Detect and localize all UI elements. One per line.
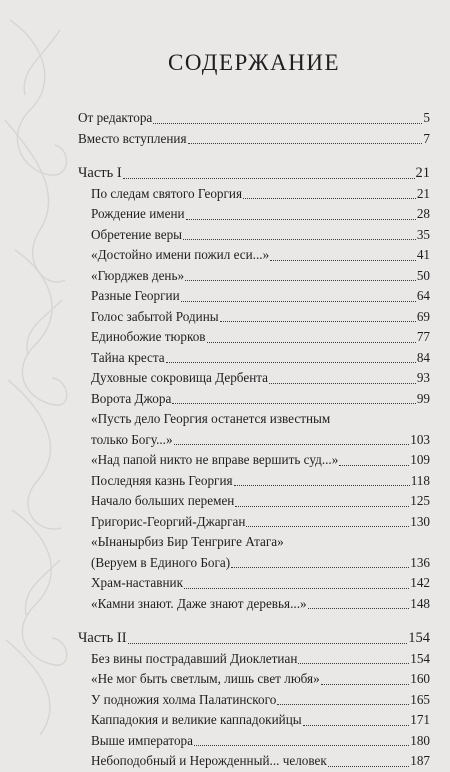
toc-entry-first-line: «Пусть дело Георгия останется известным xyxy=(91,411,331,426)
dot-leader xyxy=(328,766,409,767)
dot-leader xyxy=(231,567,409,568)
toc-page-number: 84 xyxy=(416,349,430,365)
toc-page-number: 171 xyxy=(410,712,430,727)
toc-page-number: 118 xyxy=(410,472,430,488)
dot-leader xyxy=(184,588,409,589)
dot-leader xyxy=(243,198,416,199)
dot-leader xyxy=(172,403,416,404)
toc-entry-label: Единобожие тюрков xyxy=(91,329,206,344)
dot-leader xyxy=(188,143,423,144)
toc-entry xyxy=(78,573,430,594)
part-label: Часть I xyxy=(78,165,122,181)
dot-leader xyxy=(308,608,410,609)
toc-entry xyxy=(78,327,430,348)
toc-entry-label: Тайна креста xyxy=(91,349,165,365)
toc-entry xyxy=(78,225,430,246)
toc-entry xyxy=(78,471,430,492)
dot-leader xyxy=(207,342,416,343)
toc-entry xyxy=(78,553,430,574)
part1-entries xyxy=(78,184,430,615)
toc-entry-label: Ворота Джора xyxy=(91,390,172,406)
toc-page-number: 7 xyxy=(423,130,430,146)
toc-entry xyxy=(78,184,430,205)
toc-page-number: 187 xyxy=(410,753,430,768)
toc-entry-label: От редактора xyxy=(78,110,153,125)
toc-page-number: 148 xyxy=(410,595,430,611)
toc-page-number: 99 xyxy=(416,390,430,406)
dot-leader xyxy=(298,663,409,664)
toc-entry-label: «Камни знают. Даже знают деревья...» xyxy=(91,595,307,611)
toc-page-number: 154 xyxy=(408,630,430,646)
dot-leader xyxy=(153,123,422,124)
dot-leader xyxy=(235,506,409,507)
toc-page-number: 160 xyxy=(410,671,430,686)
toc-page xyxy=(78,0,430,768)
decorative-border-ornament xyxy=(0,0,78,742)
toc-page-number: 103 xyxy=(410,431,430,447)
toc-entry-label: «Достойно имени пожил еси...» xyxy=(91,247,270,262)
toc-part-heading-2 xyxy=(78,628,430,649)
toc-entry-front-0 xyxy=(78,108,430,129)
dot-leader xyxy=(128,643,408,644)
toc-page-number: 93 xyxy=(416,370,430,385)
toc-page-number: 130 xyxy=(410,513,430,529)
toc-page-number: 21 xyxy=(416,185,430,201)
toc-entry xyxy=(78,594,430,615)
toc-entry-label: Выше императора xyxy=(91,732,194,748)
toc-entry xyxy=(78,307,430,328)
toc-part-heading-1 xyxy=(78,163,430,184)
toc-entry-label: «Гюрджев день» xyxy=(91,267,185,283)
dot-leader xyxy=(220,321,416,322)
dot-leader xyxy=(277,704,409,705)
toc-entry-label: Каппадокия и великие каппадокийцы xyxy=(91,712,302,727)
toc-entry xyxy=(78,204,430,225)
dot-leader xyxy=(234,485,410,486)
toc-entry xyxy=(78,649,430,670)
toc-entry-label: «Над папой никто не вправе вершить суд...» xyxy=(91,452,339,467)
part2-entries xyxy=(78,649,430,772)
dot-leader xyxy=(185,280,416,281)
toc-entry xyxy=(78,669,430,690)
toc-entry-label: Начало больших перемен xyxy=(91,493,235,508)
toc-entry-label: Храм-наставник xyxy=(91,575,183,590)
toc-entry-label: Разные Георгии xyxy=(91,288,180,303)
toc-entry xyxy=(78,731,430,752)
toc-page-number: 50 xyxy=(416,267,430,283)
page-title: СОДЕРЖАНИЕ xyxy=(167,50,340,75)
toc-page-number: 64 xyxy=(416,288,430,303)
toc-entry-label: «Не мог быть светлым, лишь свет любя» xyxy=(91,671,320,686)
toc-entry-label: Без вины пострадавший Диоклетиан xyxy=(91,650,298,666)
toc-page-number: 154 xyxy=(410,650,430,666)
dot-leader xyxy=(194,745,409,746)
part-label: Часть II xyxy=(78,630,127,646)
toc-entry xyxy=(78,286,430,307)
dot-leader xyxy=(186,219,416,220)
toc-page-number: 69 xyxy=(416,308,430,324)
table-of-contents xyxy=(78,108,430,772)
toc-page-number: 109 xyxy=(410,452,430,467)
toc-entry xyxy=(78,690,430,711)
dot-leader xyxy=(123,178,415,179)
toc-page-number: 125 xyxy=(410,493,430,508)
dot-leader xyxy=(303,725,410,726)
toc-entry xyxy=(78,491,430,512)
dot-leader xyxy=(270,260,416,261)
toc-page-number: 165 xyxy=(410,691,430,707)
toc-entry xyxy=(78,348,430,369)
dot-leader xyxy=(181,301,416,302)
dot-leader xyxy=(166,362,416,363)
toc-entry-label: Григорис-Георгий-Джарган xyxy=(91,513,246,529)
toc-page-number: 35 xyxy=(416,226,430,242)
toc-entry-first-line: «Ынанырбиз Бир Тенгриге Атага» xyxy=(91,534,284,549)
toc-entry xyxy=(78,266,430,287)
toc-entry xyxy=(78,450,430,471)
toc-entry xyxy=(78,430,430,451)
toc-page-number: 180 xyxy=(410,732,430,748)
toc-entry xyxy=(78,751,430,772)
toc-page-number: 41 xyxy=(416,247,430,262)
toc-entry xyxy=(78,245,430,266)
toc-entry xyxy=(78,710,430,731)
toc-entry-label: Небоподобный и Нерожденный... человек xyxy=(91,753,327,768)
toc-page-number: 136 xyxy=(410,554,430,570)
toc-entry-label: Вместо вступления xyxy=(78,130,187,146)
toc-page-number: 142 xyxy=(410,575,430,590)
toc-page-number: 28 xyxy=(416,206,430,221)
dot-leader xyxy=(339,465,409,466)
toc-entry-label: Рождение имени xyxy=(91,206,185,221)
toc-page-number: 77 xyxy=(416,329,430,344)
toc-entry-label: Голос забытой Родины xyxy=(91,308,219,324)
toc-entry-label: У подножия холма Палатинского xyxy=(91,691,277,707)
toc-page-number: 5 xyxy=(423,110,430,125)
dot-leader xyxy=(269,383,416,384)
toc-entry xyxy=(78,389,430,410)
toc-entry-label: Последняя казнь Георгия xyxy=(91,472,233,488)
dot-leader xyxy=(183,239,416,240)
toc-page-number: 21 xyxy=(415,165,430,181)
dot-leader xyxy=(321,684,409,685)
toc-entry-label: Обретение веры xyxy=(91,226,183,242)
toc-entry-label: (Веруем в Единого Бога) xyxy=(91,554,231,570)
toc-entry xyxy=(78,368,430,389)
dot-leader xyxy=(246,526,409,527)
toc-entry-label: Духовные сокровища Дербента xyxy=(91,370,269,385)
toc-entry-front-1 xyxy=(78,129,430,150)
toc-entry xyxy=(78,512,430,533)
toc-entry-label: По следам святого Георгия xyxy=(91,185,243,201)
dot-leader xyxy=(174,444,410,445)
toc-entry-label: только Богу...» xyxy=(91,431,173,447)
